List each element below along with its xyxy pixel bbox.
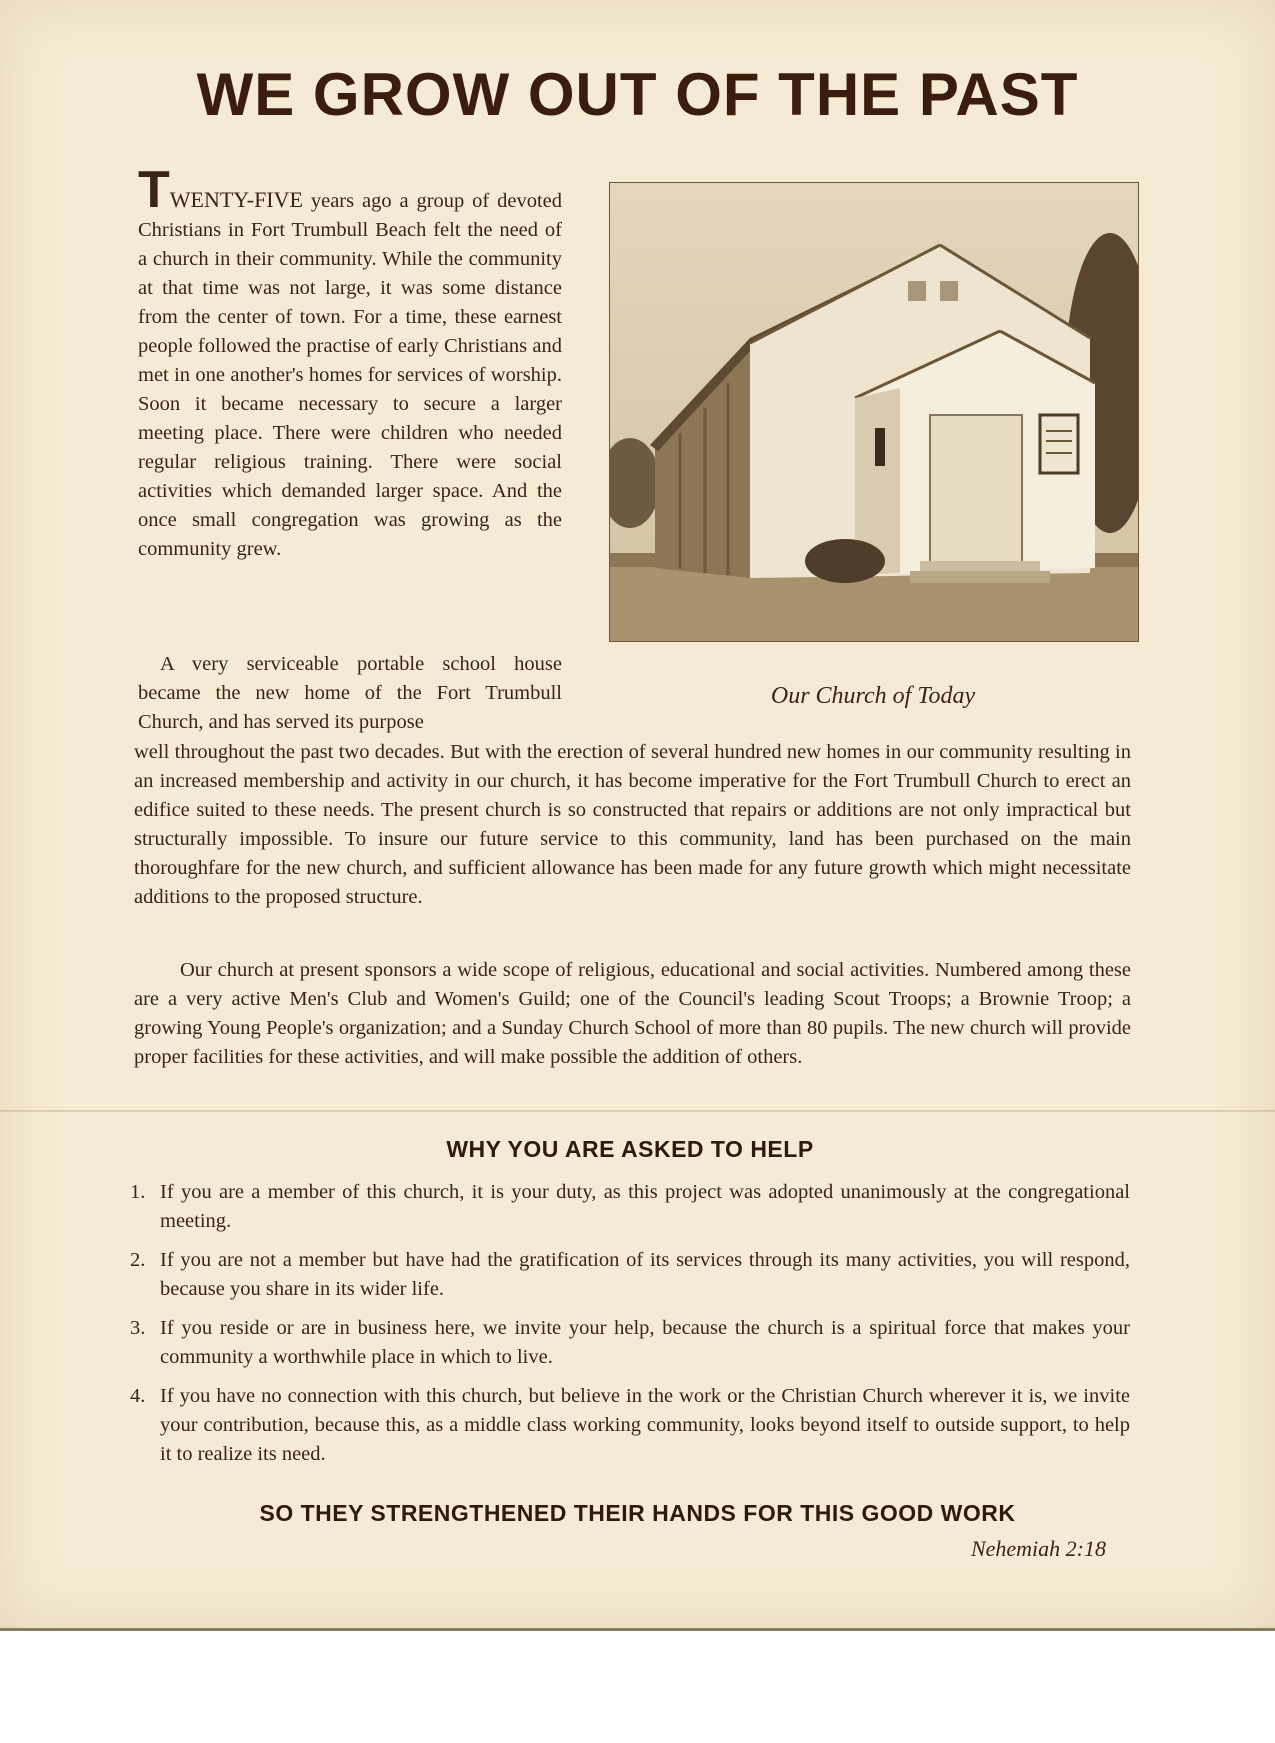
intro-paragraph (138, 161, 562, 564)
photo-caption: Our Church of Today (770, 683, 976, 709)
scripture-citation: Nehemiah 2:18 (970, 1536, 1106, 1561)
list-item-text: If you have no connection with this church, but believe in the work or the Christian Church wherever it is, we invite your contribution, because this, as a middle class working community, looks beyond itself to outside support, to help it to realize its need. (160, 1385, 1130, 1465)
list-item-number: 4. (130, 1385, 146, 1407)
reasons-list (130, 1178, 1130, 1479)
list-item-number: 3. (130, 1317, 146, 1339)
page-title: WE GROW OUT OF THE PAST (196, 61, 1079, 128)
list-item-text: If you are a member of this church, it is your duty, as this project was adopted unanimously at the congregational meeting. (160, 1181, 1130, 1232)
list-item-text: If you are not a member but have had the gratification of its services through its many activities, you will respond, because you share in its wider life. (160, 1249, 1130, 1300)
lead-caps: WENTY-FIVE (169, 187, 303, 212)
fold-line (0, 1110, 1275, 1112)
list-item (130, 1178, 1130, 1236)
list-item (130, 1314, 1130, 1372)
closing-line: SO THEY STRENGTHENED THEIR HANDS FOR THIS GOOD WORK (259, 1500, 1016, 1526)
section-heading: WHY YOU ARE ASKED TO HELP (446, 1136, 814, 1162)
church-photo (609, 182, 1139, 642)
intro-paragraph-text: years ago a group of devoted Christians in Fort Trumbull Beach felt the need of a church in their community. While the community at that time was not large, it was some distance from the center of town. For a time, these earnest people followed the practise of early Christians and met in one another's homes for services of worship. Soon it became necessary to secure a larger meeting place. There were children who needed regular religious training. There were social activities which demanded larger space. And the once small congregation was growing as the community grew. (138, 190, 562, 560)
church-illustration (610, 183, 1138, 641)
list-item-number: 1. (130, 1181, 146, 1203)
list-item (130, 1246, 1130, 1304)
list-item-number: 2. (130, 1249, 146, 1271)
paragraph-2-start: A very serviceable portable school house became the new home of the Fort Trumbull Church, and has served its purpose (138, 653, 562, 733)
list-item-text: If you reside or are in business here, we invite your help, because the church is a spiritual force that makes your community a worthwhile place in which to live. (160, 1317, 1130, 1368)
list-item (130, 1382, 1130, 1469)
paragraph-3: Our church at present sponsors a wide scope of religious, educational and social activities. Numbered among these are a very active Men's Club and Women's Guild; one of the Council's leading Scout Troops; a Brownie Troop; a growing Young People's organization; and a Sunday Church School of more than 80 pupils. The new church will provide proper facilities for these activities, and will make possible the addition of others. (134, 959, 1131, 1068)
drop-cap: T (138, 161, 170, 219)
paragraph-2-continued: well throughout the past two decades. But with the erection of several hundred new homes in our community resulting in an increased membership and activity in our church, it has become imperative for the Fort Trumbull Church to erect an edifice suited to these needs. The present church is so constructed that repairs or additions are not only impractical but structurally impossible. To insure our future service to this community, land has been purchased on the main thoroughfare for the new church, and sufficient allowance has been made for any future growth which might necessitate additions to the proposed structure. (134, 741, 1131, 908)
